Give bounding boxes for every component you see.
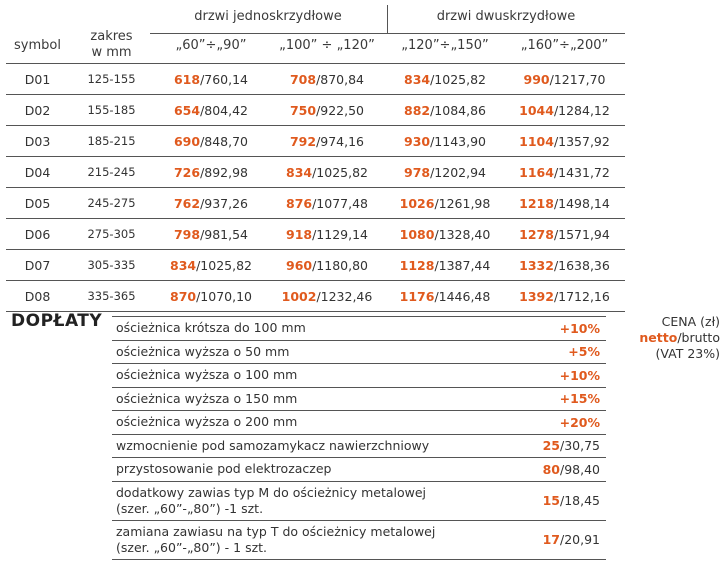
- gross-price: /1261,98: [434, 195, 491, 211]
- net-price: 708: [289, 71, 317, 87]
- gross-price: /1180,80: [312, 257, 368, 273]
- surcharge-value: [524, 387, 606, 411]
- surcharge-gross: /20,91: [560, 532, 600, 547]
- row-price-cell: [386, 281, 504, 312]
- row-range: 155-185: [69, 95, 154, 126]
- row-symbol: D04: [6, 157, 69, 188]
- row-range: 275-305: [69, 219, 154, 250]
- gross-price: /1077,48: [312, 195, 368, 211]
- surcharge-row: [112, 520, 606, 559]
- surcharge-value: [524, 340, 606, 364]
- gross-price: /1232,46: [316, 288, 373, 304]
- gross-price: /1357,92: [553, 133, 610, 149]
- net-price: 870: [170, 288, 197, 304]
- gross-price: /974,16: [316, 133, 365, 149]
- table-row: [6, 188, 625, 219]
- surcharge-label: ościeżnica krótsza do 100 mm: [112, 317, 524, 341]
- surcharges-title: DOPŁATY: [11, 311, 103, 331]
- row-range: 245-275: [69, 188, 154, 219]
- net-price: 726: [173, 164, 201, 180]
- gross-price: /1025,82: [312, 164, 368, 180]
- price-table: [6, 64, 625, 312]
- surcharge-label: ościeżnica wyższa o 100 mm: [112, 364, 524, 388]
- row-price-cell: [504, 157, 625, 188]
- legend-vat: (VAT 23%): [655, 346, 720, 361]
- group-single-door-header: drzwi jednoskrzydłowe: [194, 9, 342, 24]
- row-price-cell: [504, 281, 625, 312]
- gross-price: /1638,36: [553, 257, 610, 273]
- surcharge-value: [524, 520, 606, 559]
- net-price: 750: [289, 102, 317, 118]
- row-price-cell: [268, 188, 386, 219]
- surcharge-net: 80: [542, 461, 560, 477]
- gross-price: /1712,16: [553, 288, 610, 304]
- legend-net-gross: [639, 330, 720, 346]
- row-symbol: D05: [6, 188, 69, 219]
- row-price-cell: [154, 281, 268, 312]
- width-60-90-header: „60”÷„90”: [175, 38, 247, 53]
- row-price-cell: [268, 157, 386, 188]
- row-price-cell: [504, 219, 625, 250]
- net-price: 876: [286, 195, 313, 211]
- row-price-cell: [386, 188, 504, 219]
- gross-price: /1084,86: [430, 102, 486, 118]
- surcharge-row: [112, 458, 606, 482]
- net-price: 978: [404, 164, 431, 180]
- row-price-cell: [386, 157, 504, 188]
- surcharge-net: 17: [542, 532, 560, 547]
- surcharge-value: [524, 317, 606, 341]
- gross-price: /1025,82: [196, 257, 252, 273]
- surcharge-net: +20%: [559, 414, 600, 430]
- net-price: 960: [286, 257, 313, 273]
- row-price-cell: [386, 64, 504, 95]
- net-price: 762: [173, 195, 201, 211]
- net-price: 618: [173, 71, 201, 87]
- surcharge-value: [524, 434, 606, 458]
- row-symbol: D08: [6, 281, 69, 312]
- surcharge-label: wzmocnienie pod samozamykacz nawierzchniowy: [112, 434, 524, 458]
- row-price-cell: [386, 126, 504, 157]
- row-price-cell: [386, 250, 504, 281]
- net-price: 834: [170, 257, 197, 273]
- net-price: 930: [404, 133, 431, 149]
- row-symbol: D01: [6, 64, 69, 95]
- gross-price: /1387,44: [434, 257, 491, 273]
- width-100-120-header: „100” ÷ „120”: [279, 38, 375, 53]
- gross-price: /1498,14: [553, 195, 610, 211]
- row-price-cell: [504, 126, 625, 157]
- net-price: 1044: [519, 102, 554, 118]
- gross-price: /1431,72: [553, 164, 610, 180]
- surcharge-net: +10%: [559, 320, 600, 336]
- row-price-cell: [268, 281, 386, 312]
- gross-price: /848,70: [200, 133, 249, 149]
- surcharge-net: +15%: [559, 391, 600, 407]
- row-price-cell: [154, 188, 268, 219]
- row-price-cell: [504, 95, 625, 126]
- surcharge-value: [524, 364, 606, 388]
- net-price: 1128: [399, 257, 435, 273]
- gross-price: /1446,48: [434, 288, 491, 304]
- row-symbol: D07: [6, 250, 69, 281]
- width-120-150-header: „120”÷„150”: [401, 38, 489, 53]
- surcharge-value: [524, 458, 606, 482]
- row-price-cell: [154, 157, 268, 188]
- surcharge-row: [112, 387, 606, 411]
- row-price-cell: [504, 188, 625, 219]
- surcharge-net: 25: [542, 438, 560, 454]
- net-price: 1278: [519, 226, 554, 242]
- gross-price: /760,14: [200, 71, 249, 87]
- net-price: 1080: [399, 226, 435, 242]
- surcharge-value: [524, 411, 606, 435]
- surcharge-label: zamiana zawiasu na typ T do ościeżnicy metalowej (szer. „60”-„80”) - 1 szt.: [112, 520, 524, 559]
- gross-price: /1070,10: [196, 288, 252, 304]
- gross-price: /892,98: [200, 164, 249, 180]
- gross-price: /1143,90: [430, 133, 486, 149]
- net-price: 1026: [399, 195, 435, 211]
- row-price-cell: [268, 219, 386, 250]
- table-row: [6, 157, 625, 188]
- surcharge-row: [112, 434, 606, 458]
- gross-price: /922,50: [316, 102, 365, 118]
- row-price-cell: [154, 219, 268, 250]
- row-price-cell: [504, 64, 625, 95]
- gross-price: /1202,94: [430, 164, 486, 180]
- legend-currency: CENA (zł): [661, 314, 720, 329]
- net-price: 918: [286, 226, 313, 242]
- surcharge-net: 15: [542, 493, 560, 508]
- net-price: 990: [523, 71, 550, 87]
- net-price: 834: [404, 71, 431, 87]
- net-price: 1002: [281, 288, 317, 304]
- price-table-body: [6, 64, 625, 312]
- row-price-cell: [386, 219, 504, 250]
- surcharge-row: [112, 340, 606, 364]
- table-row: [6, 126, 625, 157]
- row-price-cell: [154, 250, 268, 281]
- row-price-cell: [268, 126, 386, 157]
- row-symbol: D02: [6, 95, 69, 126]
- row-range: 215-245: [69, 157, 154, 188]
- group-double-door-header: drzwi dwuskrzydłowe: [436, 9, 576, 24]
- gross-price: /981,54: [200, 226, 249, 242]
- table-row: [6, 64, 625, 95]
- gross-price: /1284,12: [553, 102, 610, 118]
- row-price-cell: [504, 250, 625, 281]
- range-header-line1: zakres: [90, 29, 133, 44]
- surcharge-label: ościeżnica wyższa o 50 mm: [112, 340, 524, 364]
- table-row: [6, 219, 625, 250]
- row-price-cell: [268, 250, 386, 281]
- range-header: [69, 29, 154, 61]
- net-price: 1218: [519, 195, 554, 211]
- net-price: 882: [404, 102, 431, 118]
- legend-gross-label: /brutto: [677, 330, 720, 345]
- table-row: [6, 95, 625, 126]
- row-price-cell: [154, 64, 268, 95]
- surcharge-label: ościeżnica wyższa o 200 mm: [112, 411, 524, 435]
- surcharge-gross: /30,75: [560, 438, 600, 454]
- row-range: 185-215: [69, 126, 154, 157]
- net-price: 1176: [399, 288, 435, 304]
- gross-price: /1129,14: [312, 226, 368, 242]
- row-range: 125-155: [69, 64, 154, 95]
- surcharge-gross: /98,40: [560, 461, 600, 477]
- net-price: 690: [173, 133, 201, 149]
- gross-price: /804,42: [200, 102, 249, 118]
- surcharge-row: [112, 411, 606, 435]
- group-header-rule: [150, 33, 625, 34]
- net-price: 1104: [519, 133, 554, 149]
- surcharge-row: [112, 481, 606, 520]
- net-price: 1164: [519, 164, 554, 180]
- net-price: 792: [289, 133, 317, 149]
- row-price-cell: [268, 95, 386, 126]
- net-price: 834: [286, 164, 313, 180]
- gross-price: /1025,82: [430, 71, 486, 87]
- surcharge-net: +10%: [559, 367, 600, 383]
- legend-net-label: netto: [639, 330, 678, 345]
- row-range: 305-335: [69, 250, 154, 281]
- gross-price: /870,84: [316, 71, 365, 87]
- row-price-cell: [268, 64, 386, 95]
- gross-price: /1571,94: [553, 226, 610, 242]
- surcharge-row: [112, 364, 606, 388]
- surcharge-net: +5%: [568, 344, 600, 360]
- surcharge-gross: /18,45: [560, 493, 600, 508]
- net-price: 1332: [519, 257, 554, 273]
- row-symbol: D03: [6, 126, 69, 157]
- price-legend: [639, 314, 720, 362]
- row-price-cell: [154, 95, 268, 126]
- net-price: 798: [173, 226, 201, 242]
- symbol-header: symbol: [14, 38, 61, 53]
- surcharges-table-body: [112, 317, 606, 560]
- surcharge-value: [524, 481, 606, 520]
- gross-price: /1217,70: [549, 71, 606, 87]
- range-header-line2: w mm: [91, 45, 132, 60]
- table-row: [6, 281, 625, 312]
- gross-price: /1328,40: [434, 226, 491, 242]
- net-price: 654: [173, 102, 201, 118]
- surcharge-label: przystosowanie pod elektrozaczep: [112, 458, 524, 482]
- surcharge-label: dodatkowy zawias typ M do ościeżnicy metalowej (szer. „60”-„80”) -1 szt.: [112, 481, 524, 520]
- row-price-cell: [386, 95, 504, 126]
- row-symbol: D06: [6, 219, 69, 250]
- net-price: 1392: [519, 288, 554, 304]
- row-price-cell: [154, 126, 268, 157]
- table-row: [6, 250, 625, 281]
- surcharges-table: [112, 316, 606, 560]
- surcharge-label: ościeżnica wyższa o 150 mm: [112, 387, 524, 411]
- gross-price: /937,26: [200, 195, 249, 211]
- width-160-200-header: „160”÷„200”: [520, 38, 609, 53]
- surcharge-row: [112, 317, 606, 341]
- row-range: 335-365: [69, 281, 154, 312]
- group-divider: [387, 5, 388, 34]
